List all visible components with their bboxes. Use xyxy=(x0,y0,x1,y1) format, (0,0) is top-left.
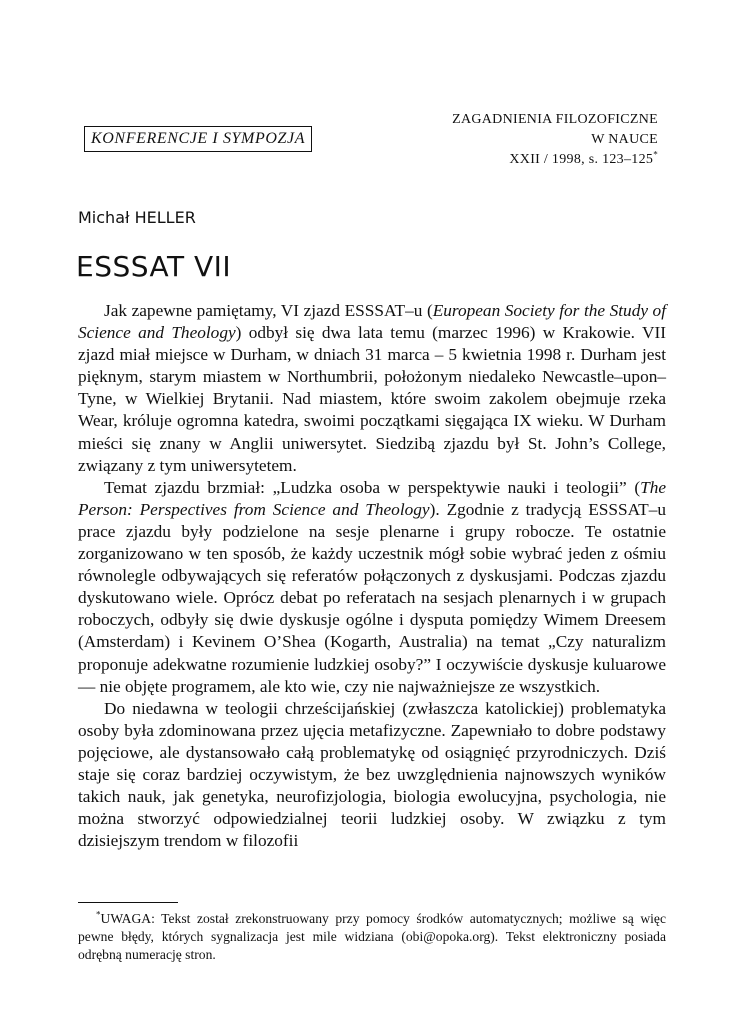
journal-header xyxy=(452,110,658,170)
journal-name-line1: ZAGADNIENIA FILOZOFICZNE xyxy=(452,112,658,127)
section-label: KONFERENCJE I SYMPOZJA xyxy=(84,126,312,152)
article-author: Michał HELLER xyxy=(78,208,196,227)
paragraph xyxy=(78,477,666,698)
paragraph xyxy=(78,698,666,853)
citation-text: XXII / 1998, s. 123–125 xyxy=(509,152,654,167)
paragraph-text: ). Zgodnie z tradycją ESSSAT–u prace zjazdu były podzielone na sesje plenarne i grupy robocze. Te ostatnie zorganizowano w ten sposób, że każdy uczestnik mógł sobie wybrać jeden z ośmiu równolegle odbywających się referatów połączonych z dyskusjami. Podczas zjazdu dyskutowano wiele. Oprócz debat po referatach na sesjach plenarnych i w grupach roboczych, odbyły się dwie dyskusje ogólne i dysputa pomiędzy Wimem Dreesem (Amsterdam) i Kevinem O’Shea (Kogarth, Australia) na temat „Czy naturalizm proponuje adekwatne rozumienie ludzkiej osoby?” I oczywiście dyskusje kuluarowe — nie objęte programem, ale kto wie, czy nie najważniejsze ze wszystkich. xyxy=(78,499,666,696)
italic-title-text: European Society for the Study of Science and Theology xyxy=(78,301,666,343)
footnote xyxy=(78,910,666,964)
journal-name-line2: W NAUCE xyxy=(591,132,658,147)
paragraph-text: Temat zjazdu brzmiał: „Ludzka osoba w perspektywie nauki i teologii” ( xyxy=(104,477,641,497)
journal-citation xyxy=(452,150,658,170)
citation-footnote-mark: * xyxy=(653,149,658,160)
paragraph xyxy=(78,300,666,477)
paragraph-text: ) odbył się dwa lata temu (marzec 1996) w Krakowie. VII zjazd miał miejsce w Durham, w dniach 31 marca – 5 kwietnia 1998 r. Durham jest pięknym, starym miastem w Northumbrii, położonym niedaleko Newcastle–upon–Tyne, w Wielkiej Brytanii. Nad miastem, które swoim zakolem obejmuje rzeka Wear, króluje ogromna katedra, swoimi początkami sięgająca IX wieku. W Durham mieści się znany w Anglii uniwersytet. Siedzibą zjazdu był St. John’s College, związany z tym uniwersytetem. xyxy=(78,323,666,475)
article-body xyxy=(78,300,666,852)
italic-title-text: The Person: Perspectives from Science and Theology xyxy=(78,477,666,519)
footnote-mark: * xyxy=(96,909,101,920)
article-title: ESSSAT VII xyxy=(76,250,232,283)
footnote-text: UWAGA: Tekst został zrekonstruowany przy pomocy środków automatycznych; możliwe są więc pewne błędy, których sygnalizacja jest mile widziana (obi@opoka.org). Tekst elektroniczny posiada odrębną numerację stron. xyxy=(78,911,666,962)
paragraph-text: Jak zapewne pamiętamy, VI zjazd ESSSAT–u ( xyxy=(104,301,433,320)
paragraph-text: Do niedawna w teologii chrześcijańskiej (zwłaszcza katolickiej) problematyka osoby była zdominowana przez ujęcia metafizyczne. Zapewniało to dobre podstawy pojęciowe, ale dystansowało całą problematykę od osiągnięć przyrodniczych. Dziś staje się coraz bardziej oczywistym, że bez uwzględnienia najnowszych wyników takich nauk, jak genetyka, neurofizjologia, biologia ewolucyjna, psychologia, nie można stworzyć odpowiedzialnej teorii ludzkiej osoby. W związku z tym dzisiejszym trendom w filozofii xyxy=(78,698,666,851)
footnote-rule xyxy=(78,902,178,903)
